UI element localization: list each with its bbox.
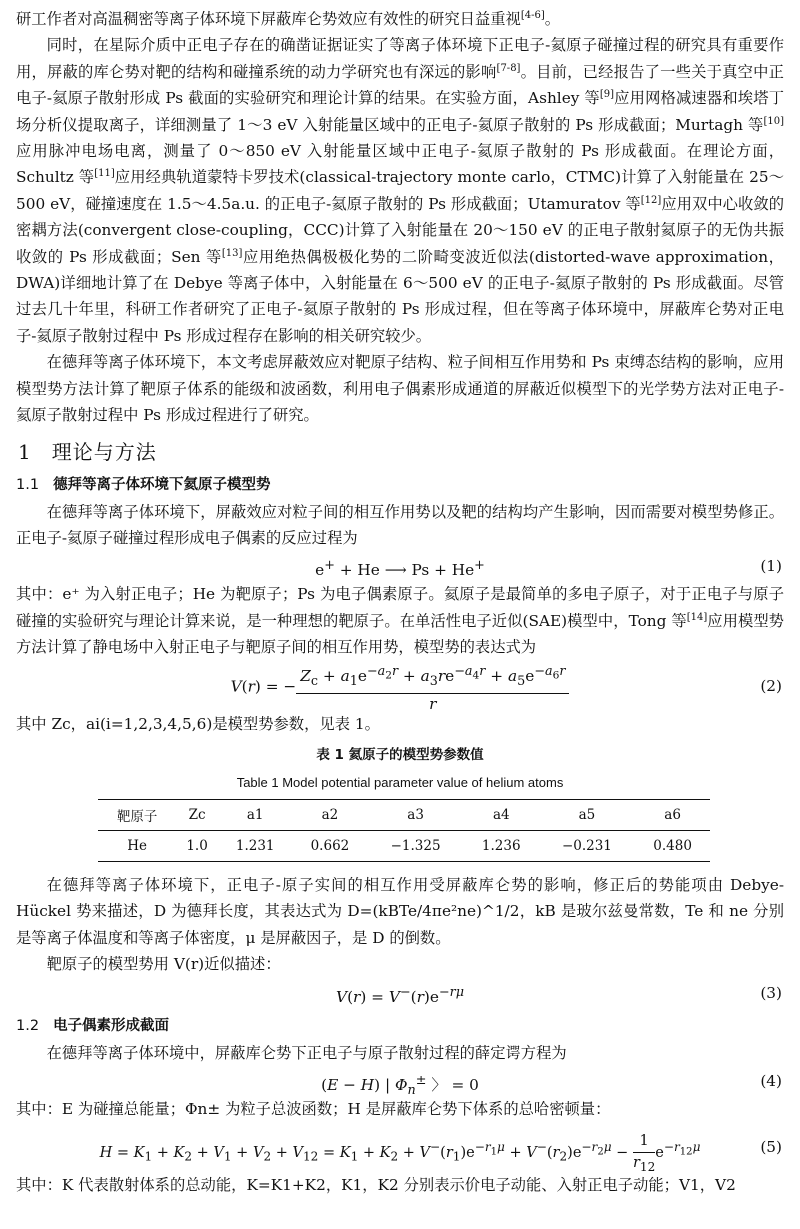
equation-body: (E − H) | $\Phi_n^\pm$ 〉 = 0 — [321, 1072, 479, 1099]
equation-number: (2) — [760, 676, 782, 695]
equation-body: $V(r) = V^-(r)e^{-r\mu}$ — [336, 984, 464, 1006]
table-header: a6 — [664, 806, 681, 823]
text: 应用模型势方法计算了静电场中入射正电子与靶原子间的相互作用势，模型势的表达式为 — [16, 611, 784, 657]
paragraph-model-desc — [16, 581, 784, 660]
equation-body: $H = K_1 + K_2 + V_1 + V_2 + V_{12} = K_1 + K_2 + V^-(r_1)e^{-r_1\mu} + V^-(r_2)e^{-r_2\mu}$ − $\frac{1}{r_{12}}$ $e^{-r_{12}\mu}$ — [16, 1122, 784, 1182]
table-cell: 1.0 — [186, 837, 208, 854]
table-header: a1 — [246, 806, 264, 823]
table-cell: −1.325 — [390, 837, 441, 854]
paragraph-kinetic: 其中：K 代表散射体系的总动能，K=K1+K2，K1，K2 分别表示价电子动能、入射正电子动能；V1，V2 — [16, 1176, 736, 1195]
parameter-table — [98, 799, 710, 862]
citation: [11] — [94, 168, 115, 180]
table-header-row — [98, 799, 710, 830]
text: 同时，在星际介质中正电子存在的确凿证据证实了等离子体环境下正电子-氦原子碰撞过程的研究具有重要作用，屏蔽的库仑势对靶的结构和碰撞系统的动力学研究也有深远的影响 — [16, 36, 784, 81]
table-cell: He — [127, 837, 148, 854]
text: 应用绝热偶极极化势的二阶畸变波近似法(distorted-wave approximation，DWA)详细地计算了在 Debye 等离子体中，入射能量在 6～500 eV 的正电子-氦原子散射的 Ps 形成截面。尽管过去几十年里，科研工作者研究了正电子-氦原子散射的 Ps 形成过程，但在等离子体环境中，屏蔽库仑势对正电子-氦原子散射过程中 Ps 形成过程存在影响的相关研究较少。 — [16, 247, 784, 345]
table-caption-en: Table 1 Model potential parameter value of helium atoms — [236, 774, 564, 790]
text: 其中：e⁺ 为入射正电子；He 为靶原子；Ps 为电子偶素原子。氦原子是最简单的多电子原子，对于正电子与原子碰撞的实验研究与理论计算来说，是一种理想的靶原子。在单活性电子近似(SAE)模型中，Tong 等 — [16, 585, 784, 630]
paragraph-debye: 在德拜等离子体环境下，正电子-原子实间的相互作用受屏蔽库仑势的影响，修正后的势能项由 Debye-Hückel 势来描述，D 为德拜长度，其表达式为 D=(kBTe/4πe²ne)^1/2，kB 是玻尔兹曼常数，Te 和 ne 分别是等离子体温度和等离子体密度，μ 是屏蔽因子，是 D 的倒数。 — [16, 875, 784, 947]
paragraph-intro-tail: 研工作者对高温稠密等离子体环境下屏蔽库仑势效应有效性的研究日益重视[4-6]。 — [16, 9, 561, 28]
paragraph-potential: 靶原子的模型势用 V(r)近似描述： — [46, 955, 281, 974]
subsection-number: 1.1 — [16, 476, 40, 493]
equation-number: (5) — [760, 1138, 782, 1157]
table-cell: 0.662 — [310, 837, 350, 854]
paragraph-contribution: 在德拜等离子体环境下，本文考虑屏蔽效应对靶原子结构、粒子间相互作用势和 Ps 束缚态结构的影响，应用模型势方法计算了靶原子体系的能级和波函数，利用电子偶素形成通道的屏蔽近似模型下的光学势方法对正电子-氦原子散射过程中 Ps 形成过程进行了研究。 — [16, 353, 784, 425]
citation: [4-6] — [520, 9, 545, 21]
paragraph-table-ref: 其中 Zc，ai(i=1,2,3,4,5,6)是模型势参数，见表 1。 — [16, 714, 380, 733]
subsection-number: 1.2 — [16, 1017, 40, 1034]
equation-4 — [16, 1066, 784, 1099]
citation: [13] — [221, 247, 243, 259]
equation-5 — [16, 1122, 784, 1172]
equation-body: e+ + He ⟶ Ps + He+ — [315, 558, 485, 580]
text: 应用脉冲电场电离，测量了 0～850 eV 入射能量区域中正电子-氦原子散射的 Ps 形成截面。在理论方面，Schultz 等 — [16, 142, 784, 187]
subsection-heading — [16, 1014, 784, 1038]
paragraph-schrodinger: 在德拜等离子体环境中，屏蔽库仑势下正电子与原子散射过程的薛定谔方程为 — [46, 1043, 567, 1062]
table-header: a4 — [492, 806, 510, 823]
subsection-heading — [16, 473, 784, 497]
paragraph-background — [16, 32, 784, 349]
text: 应用经典轨道蒙特卡罗技术(classical-trajectory monte carlo，CTMC)计算了入射能量在 25～500 eV，碰撞速度在 1.5～4.5a.u. 的正电子-氦原子散射的 Ps 形成截面；Utamuratov 等 — [16, 168, 784, 213]
table-header: 靶原子 — [116, 808, 158, 825]
table-header: a5 — [578, 806, 596, 823]
citation: [10] — [763, 115, 784, 127]
citation: [14] — [686, 611, 708, 623]
table-header: a2 — [321, 806, 339, 823]
equation-number: (3) — [760, 983, 782, 1002]
text: 应用双中心收敛的密耦方法(convergent close-coupling，CCC)计算了入射能量在 20～150 eV 的正电子散射氦原子的无伪共振收敛的 Ps 形成截面；Sen 等 — [16, 194, 784, 266]
table-cell: −0.231 — [561, 837, 612, 854]
text: 研工作者对高温稠密等离子体环境下屏蔽库仑势效应有效性的研究日益重视 — [16, 10, 521, 28]
subsection-title: 德拜等离子体环境下氦原子模型势 — [53, 476, 271, 493]
table-row — [98, 830, 710, 861]
table-header: Zc — [188, 806, 206, 823]
table-caption-cn: 表 1 氦原子的模型势参数值 — [316, 746, 484, 763]
text: 应用网格减速器和埃塔丁场分析仪提取离子，详细测量了 1～3 eV 入射能量区域中的正电子-氦原子散射的 Ps 形成截面；Murtagh 等 — [16, 89, 784, 134]
table-cell: 0.480 — [653, 837, 692, 854]
table-cell: 1.236 — [481, 837, 521, 854]
text: 。目前，已经报告了一些关于真空中正电子-氦原子散射形成 Ps 截面的实验研究和理论计算的结果。在实验方面，Ashley 等 — [16, 62, 784, 108]
section-number: 1 — [18, 439, 32, 464]
equation-body: V(r) = − $\frac{Z_c + a_1e^{-a_2r} + a_3re^{-a_4r} + a_5e^{-a_6r}}{r}$ — [16, 661, 784, 714]
subsection-title: 电子偶素形成截面 — [53, 1017, 170, 1034]
paragraph-model-intro: 在德拜等离子体环境下，屏蔽效应对粒子间的相互作用势以及靶的结构均产生影响，因而需要对模型势修正。正电子-氦原子碰撞过程形成电子偶素的反应过程为 — [16, 502, 784, 547]
citation: [9] — [599, 89, 615, 101]
section-title: 理论与方法 — [51, 439, 157, 464]
equation-number: (1) — [760, 557, 782, 576]
table-cell: 1.231 — [235, 837, 275, 854]
citation: [7-8] — [496, 62, 521, 74]
citation: [12] — [640, 194, 662, 206]
equation-number: (4) — [760, 1071, 782, 1090]
paper-page — [16, 6, 784, 1199]
equation-2 — [16, 661, 784, 711]
equation-1 — [16, 551, 784, 581]
paragraph-hamiltonian: 其中：E 为碰撞总能量；Φn± 为粒子总波函数；H 是屏蔽库仑势下体系的总哈密顿量： — [16, 1099, 611, 1118]
equation-3 — [16, 978, 784, 1008]
table-header: a3 — [407, 806, 424, 823]
section-heading — [18, 437, 784, 467]
